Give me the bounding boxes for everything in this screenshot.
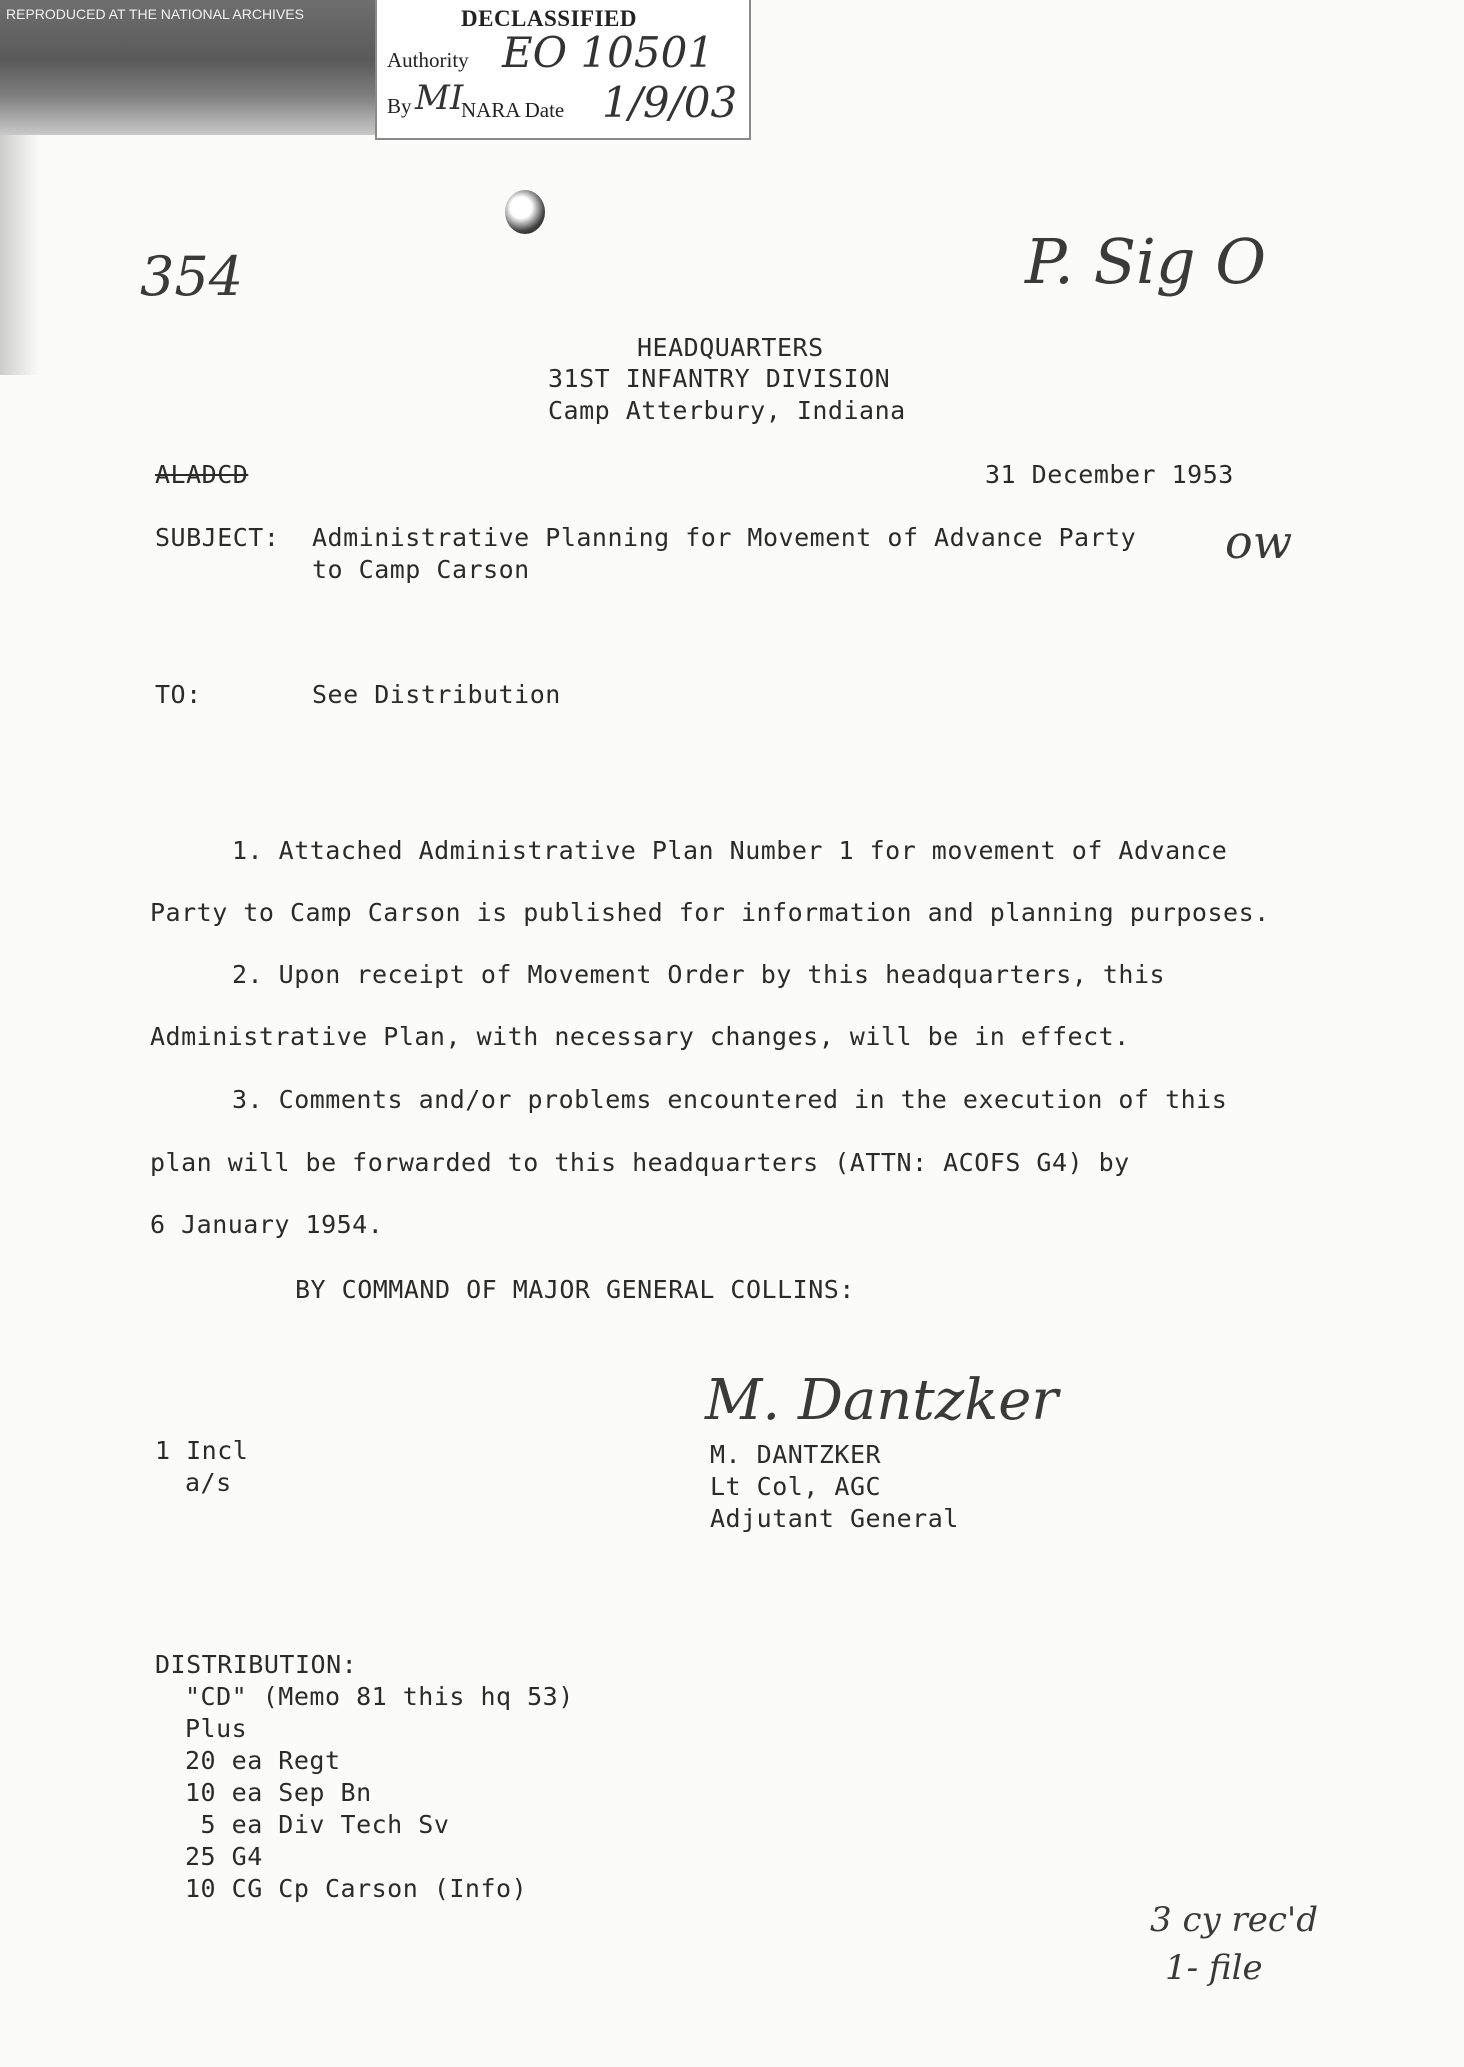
paragraph-3-line-2: plan will be forwarded to this headquarters (ATTN: ACOFS G4) by xyxy=(150,1148,1130,1177)
letterhead-line3: Camp Atterbury, Indiana xyxy=(548,396,906,425)
memo-date: 31 December 1953 xyxy=(985,460,1234,489)
paragraph-3-line-3: 6 January 1954. xyxy=(150,1210,384,1239)
stamp-authority-value: EO 10501 xyxy=(502,28,715,77)
stamp-date-value: 1/9/03 xyxy=(602,78,738,127)
subject-line-1: Administrative Planning for Movement of Advance Party xyxy=(312,523,1137,552)
distribution-item: "CD" (Memo 81 this hq 53) xyxy=(185,1682,574,1711)
declassified-stamp xyxy=(375,0,751,140)
enclosure-note: a/s xyxy=(185,1468,232,1497)
paragraph-2-line-1: 2. Upon receipt of Movement Order by this headquarters, this xyxy=(232,960,1166,989)
signer-rank: Lt Col, AGC xyxy=(710,1472,882,1501)
scan-edge-shadow xyxy=(0,135,40,375)
paragraph-1-line-2: Party to Camp Carson is published for information and planning purposes. xyxy=(150,898,1270,927)
handwritten-signature: M. Dantzker xyxy=(705,1368,1059,1433)
stamp-title: DECLASSIFIED xyxy=(461,6,637,31)
handwritten-routing-note: P. Sig O xyxy=(1025,225,1267,298)
stamp-nara-date-label: NARA Date xyxy=(461,98,565,122)
handwritten-copy-note: 3 cy rec'd xyxy=(1150,1900,1319,1940)
command-line: BY COMMAND OF MAJOR GENERAL COLLINS: xyxy=(295,1275,855,1304)
distribution-item: Plus xyxy=(185,1714,248,1743)
signer-name: M. DANTZKER xyxy=(710,1440,882,1469)
subject-line-2: to Camp Carson xyxy=(312,555,530,584)
distribution-item: 5 ea Div Tech Sv xyxy=(185,1810,450,1839)
letterhead-line2: 31ST INFANTRY DIVISION xyxy=(548,364,891,393)
handwritten-file-number: 354 xyxy=(140,245,244,308)
handwritten-initials: ow xyxy=(1225,515,1293,569)
punch-hole xyxy=(505,190,545,234)
paragraph-2-line-2: Administrative Plan, with necessary changes, will be in effect. xyxy=(150,1022,1130,1051)
archive-banner-label: REPRODUCED AT THE NATIONAL ARCHIVES xyxy=(6,6,304,22)
paragraph-1-line-1: 1. Attached Administrative Plan Number 1 for movement of Advance xyxy=(232,836,1228,865)
distribution-item: 10 CG Cp Carson (Info) xyxy=(185,1874,528,1903)
enclosure-count: 1 Incl xyxy=(155,1436,249,1465)
paragraph-3-line-1: 3. Comments and/or problems encountered in the execution of this xyxy=(232,1085,1228,1114)
to-value: See Distribution xyxy=(312,680,561,709)
letterhead-line1: HEADQUARTERS xyxy=(637,333,824,362)
subject-label: SUBJECT: xyxy=(155,523,280,552)
distribution-item: 20 ea Regt xyxy=(185,1746,341,1775)
to-label: TO: xyxy=(155,680,202,709)
office-symbol: ALADCD xyxy=(155,460,249,489)
stamp-by-value: MI xyxy=(415,78,464,118)
signer-title: Adjutant General xyxy=(710,1504,959,1533)
stamp-authority-label: Authority xyxy=(387,48,469,72)
stamp-by-label: By xyxy=(387,94,412,118)
distribution-title: DISTRIBUTION: xyxy=(155,1650,358,1679)
distribution-item: 25 G4 xyxy=(185,1842,263,1871)
distribution-item: 10 ea Sep Bn xyxy=(185,1778,372,1807)
handwritten-file-note: 1- file xyxy=(1165,1948,1263,1988)
